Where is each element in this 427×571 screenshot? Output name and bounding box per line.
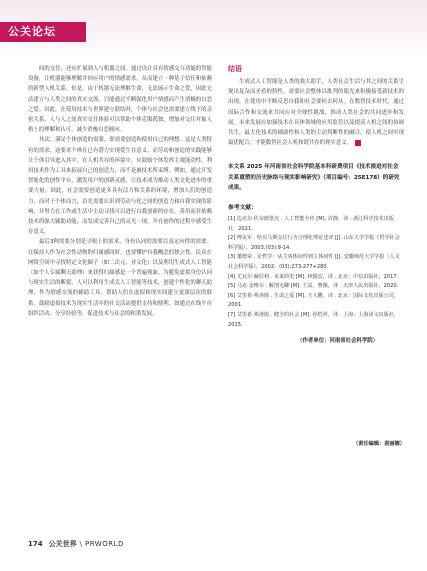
left-column [28,64,212,319]
reference-item: [4] 尤瓦尔·赫拉利 . 未来简史 [M]. 林俊宏，译 . 北京：中信出版社，2017. [228,273,399,280]
magazine-name: 公关世界 [48,540,77,548]
magazine-name-en: PRWORLD [84,540,124,548]
fund-note: 本文系 2025 年河南省社会科学院基本科研费项目《技术演进对社会关系重塑的历史脉络与现实影响研究》（项目编号：25E178）的研究成果。 [228,164,400,191]
references-title: 参考文献： [228,205,257,212]
body-paragraph-1: 间的交往，还应扩展到人与机器之间。通过设计具有情感交互功能的智能设备，让机器能够理解并回应用户的情感需求，从而建立一种基于信任和依赖的新型人机关系。但是，由于机器无法理解生命，无法展示生命之爱，因此无法建立与人类之间的真实交流。只能通过不断强化用户情感而产生消极的自恋之爱。因此，在使用技术与世界建立联结时，个体与社会也需要建立线下的亲密关系。人与人之间真实交往体验可以帮助个体克服孤独，增加对交往对象人格上的理解和认可，减少消极自恋倾向。 [28,66,212,134]
page-footer [28,538,124,550]
conclusion-body [228,77,404,148]
references-list [228,215,404,330]
reference-item: [7] 艾里希·弗洛姆 . 健全的社会 [M]. 孙恺祥，译 . 上海：上海译文出版社，2015. [228,311,399,328]
reference-item: [1] 边克尔·佐尔德堡克 . 人工智能全传 [M]. 许静，译 . 浙江科学技术出版社，2021. [228,216,394,232]
reference-item: [6] 艾里希·弗洛姆 . 生命之爱 [M]. 王大鹏，译 . 北京：国际文化出版公司，2001. [228,292,399,309]
end-mark-icon [355,140,361,146]
reference-item: [3] 董德荣 . 论哲学：从主客体间性到主体间性 [J]. 安徽师范大学学报（人文社会科学版），2002，(03):273-277+280. [228,254,400,270]
author-affiliation: （作者单位：河南省社会科学院） [297,338,378,345]
responsible-editor: （责任编辑：袁丽娜） [353,441,405,447]
footer-separator: \ [79,540,82,548]
page-number: 174 [28,540,43,548]
reference-item: [2] 傅永军 . 哈贝马斯交往行为合理化理论述评 [J]. 山东大学学报（哲学社会科学版），2003,(03):9-14. [228,235,400,251]
body-paragraph-2: 其次，满足个体创造的需要，即需要创造和使用自己的理想。这是人类特有的需求，这要求个体在已有潜力实现爱生存意义，而劳动和创造的实践能够让个体引导进入其中。在人机共存的环境中，应鼓励个体发挥主观能动性，利用技术作为工具来拓展自己的创造力，而不是被技术所束缚。例如，通过开发智能化的创作平台，激发用户的创新灵感，让技术成为推动人类文化进步的重要力量。因此，社会需要创造更多具有活力和关系的环境，增加人们的创造力，而对于个体而言，首先需要认识到劳动与化之间的创造力和自我实现的影响，并努力在工作或生活中主动寻找可以进行自我创新的存在。善用而非依赖技术的强大辅助功能，而发成完善自己的灵光一现，开在创作的过程中感受生存意义。 [28,137,212,236]
section-tag: 公关论坛 [0,22,86,42]
right-column [228,64,404,346]
conclusion-text: 生成式人工智能是人类的强大助手，人类社会生活与其之间的关系呈现出复杂而矛盾的特性，需要社会整体以批判的眼光来积极接受新技术的出现，在使用中不断反思自我和社会要何去何从。在数智技术时代，通过国际合作和交流来共同应对全球性挑战，推动人类社会的共同进步和发展。未来发展应加强技术在具体领域的应用监管以及提高人机之间的协调共生，最大化技术的辅助性和人类的主动判断性的融合，使人机之间实现最优配合，才能数智社会人机和谐共存的现实意义。 [228,79,404,147]
conclusion-title: 结语 [228,65,242,73]
body-paragraph-3: 最后3种需要分别是寻根上的需求、身份认同的需要以及定向性的需要。在保持人作为社会性动物的归属感同时，也要懂护自我概念的独立性。民众在网络空间中寻找特定文化圈子（如二次元、亚文化）以及利用生成式人工智能（如个人专属聊天助理）来获得归属感是一个普遍现象。为避免虚拟身份认同与现实生活的断裂，人可以利用生成式人工智能等技术，创建个性化的聊天助理，作为情感交流的辅助工具。帮助人们在虚拟和现实间建立更深层次的联系。鼓励虚拟技术为现实生活中的社交活动提供支持和便利，如通过在线平台组织活动、分享经验等，促进技术与社会的和谐发展。 [28,239,212,317]
reference-item: [5] 马克·金维尔 . 解剖无聊 [M]. 王益，曹佩，译 . 天津人民出版社，2020. [228,283,399,290]
